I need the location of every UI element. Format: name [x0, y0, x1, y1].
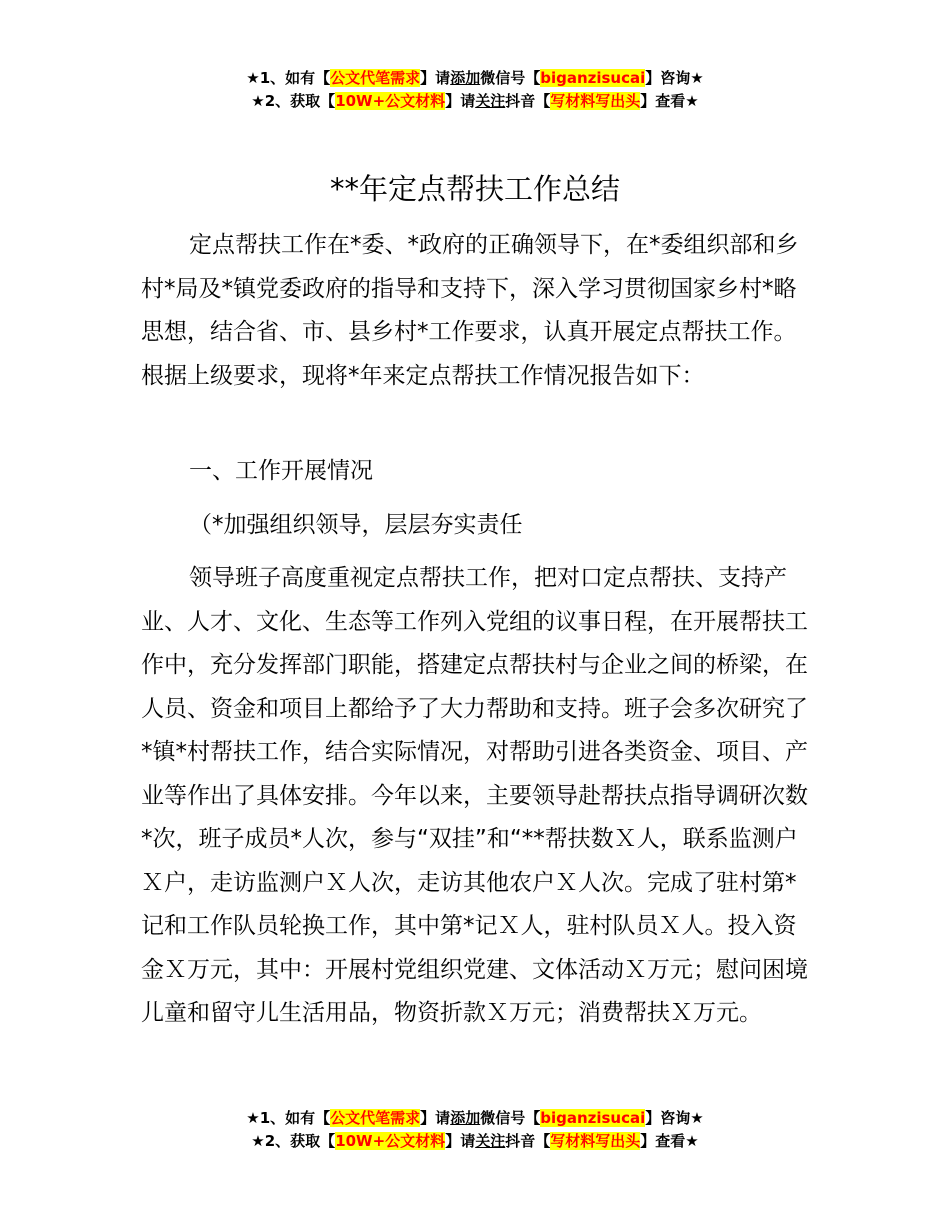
- intro-paragraph: 定点帮扶工作在*委、*政府的正确领导下，在*委组织部和乡村*局及*镇党委政府的指导和支持下，深入学习贯彻国家乡村*略思想，结合省、市、县乡村*工作要求，认真开展定点帮扶工作。根据上级要求，现将*年来定点帮扶工作情况报告如下：: [141, 232, 799, 389]
- banner-text: 】咨询★: [645, 1109, 704, 1127]
- banner-line-1: [0, 1107, 950, 1130]
- banner-text: ★2、获取【: [251, 1132, 336, 1150]
- footer-banner: [0, 1107, 950, 1153]
- banner-text: 抖音【: [505, 1132, 551, 1150]
- banner-highlight: biganzisucai: [540, 1109, 646, 1127]
- banner-text: 】咨询★: [645, 69, 704, 87]
- banner-highlight: 10W+公文材料: [335, 1132, 446, 1150]
- banner-text: 】查看★: [640, 92, 699, 110]
- banner-underline: 添加: [450, 1109, 481, 1127]
- section-heading: 一、工作开展情况: [189, 458, 373, 484]
- banner-text: 】请: [445, 92, 476, 110]
- banner-highlight: 写材料写出头: [550, 1132, 641, 1150]
- banner-text: 微信号【: [480, 1109, 541, 1127]
- banner-underline: 关注: [475, 1132, 506, 1150]
- banner-underline: 关注: [475, 92, 506, 110]
- banner-text: ★2、获取【: [251, 92, 336, 110]
- banner-text: 】请: [445, 1132, 476, 1150]
- banner-text: 抖音【: [505, 92, 551, 110]
- banner-line-2: [0, 1130, 950, 1153]
- banner-text: 微信号【: [480, 69, 541, 87]
- header-banner: [0, 67, 950, 113]
- body-paragraph: 领导班子高度重视定点帮扶工作，把对口定点帮扶、支持产业、人才、文化、生态等工作列入党组的议事日程，在开展帮扶工作中，充分发挥部门职能，搭建定点帮扶村与企业之间的桥梁，在人员、资金和项目上都给予了大力帮助和支持。班子会多次研究了*镇*村帮扶工作，结合实际情况，对帮助引进各类资金、项目、产业等作出了具体安排。今年以来，主要领导赴帮扶点指导调研次数*次，班子成员*人次，参与“双挂”和“**帮扶数Ｘ人，联系监测户Ｘ户，走访监测户Ｘ人次，走访其他农户Ｘ人次。完成了驻村第*记和工作队员轮换工作，其中第*记Ｘ人，驻村队员Ｘ人。投入资金Ｘ万元，其中：开展村党组织党建、文体活动Ｘ万元；慰问困境儿童和留守儿生活用品，物资折款Ｘ万元；消费帮扶Ｘ万元。: [141, 565, 808, 1026]
- banner-line-1: [0, 67, 950, 90]
- banner-text: 】查看★: [640, 1132, 699, 1150]
- banner-highlight: 公文代笔需求: [330, 69, 421, 87]
- banner-text: ★1、如有【: [246, 69, 331, 87]
- banner-underline: 添加: [450, 69, 481, 87]
- subsection-heading: （*加强组织领导，层层夯实责任: [189, 512, 523, 538]
- banner-highlight: 10W+公文材料: [335, 92, 446, 110]
- document-title: **年定点帮扶工作总结: [329, 172, 620, 206]
- banner-text: 】请: [420, 1109, 451, 1127]
- banner-text: 】请: [420, 69, 451, 87]
- banner-highlight: 公文代笔需求: [330, 1109, 421, 1127]
- banner-highlight: biganzisucai: [540, 69, 646, 87]
- banner-line-2: [0, 90, 950, 113]
- banner-highlight: 写材料写出头: [550, 92, 641, 110]
- banner-text: ★1、如有【: [246, 1109, 331, 1127]
